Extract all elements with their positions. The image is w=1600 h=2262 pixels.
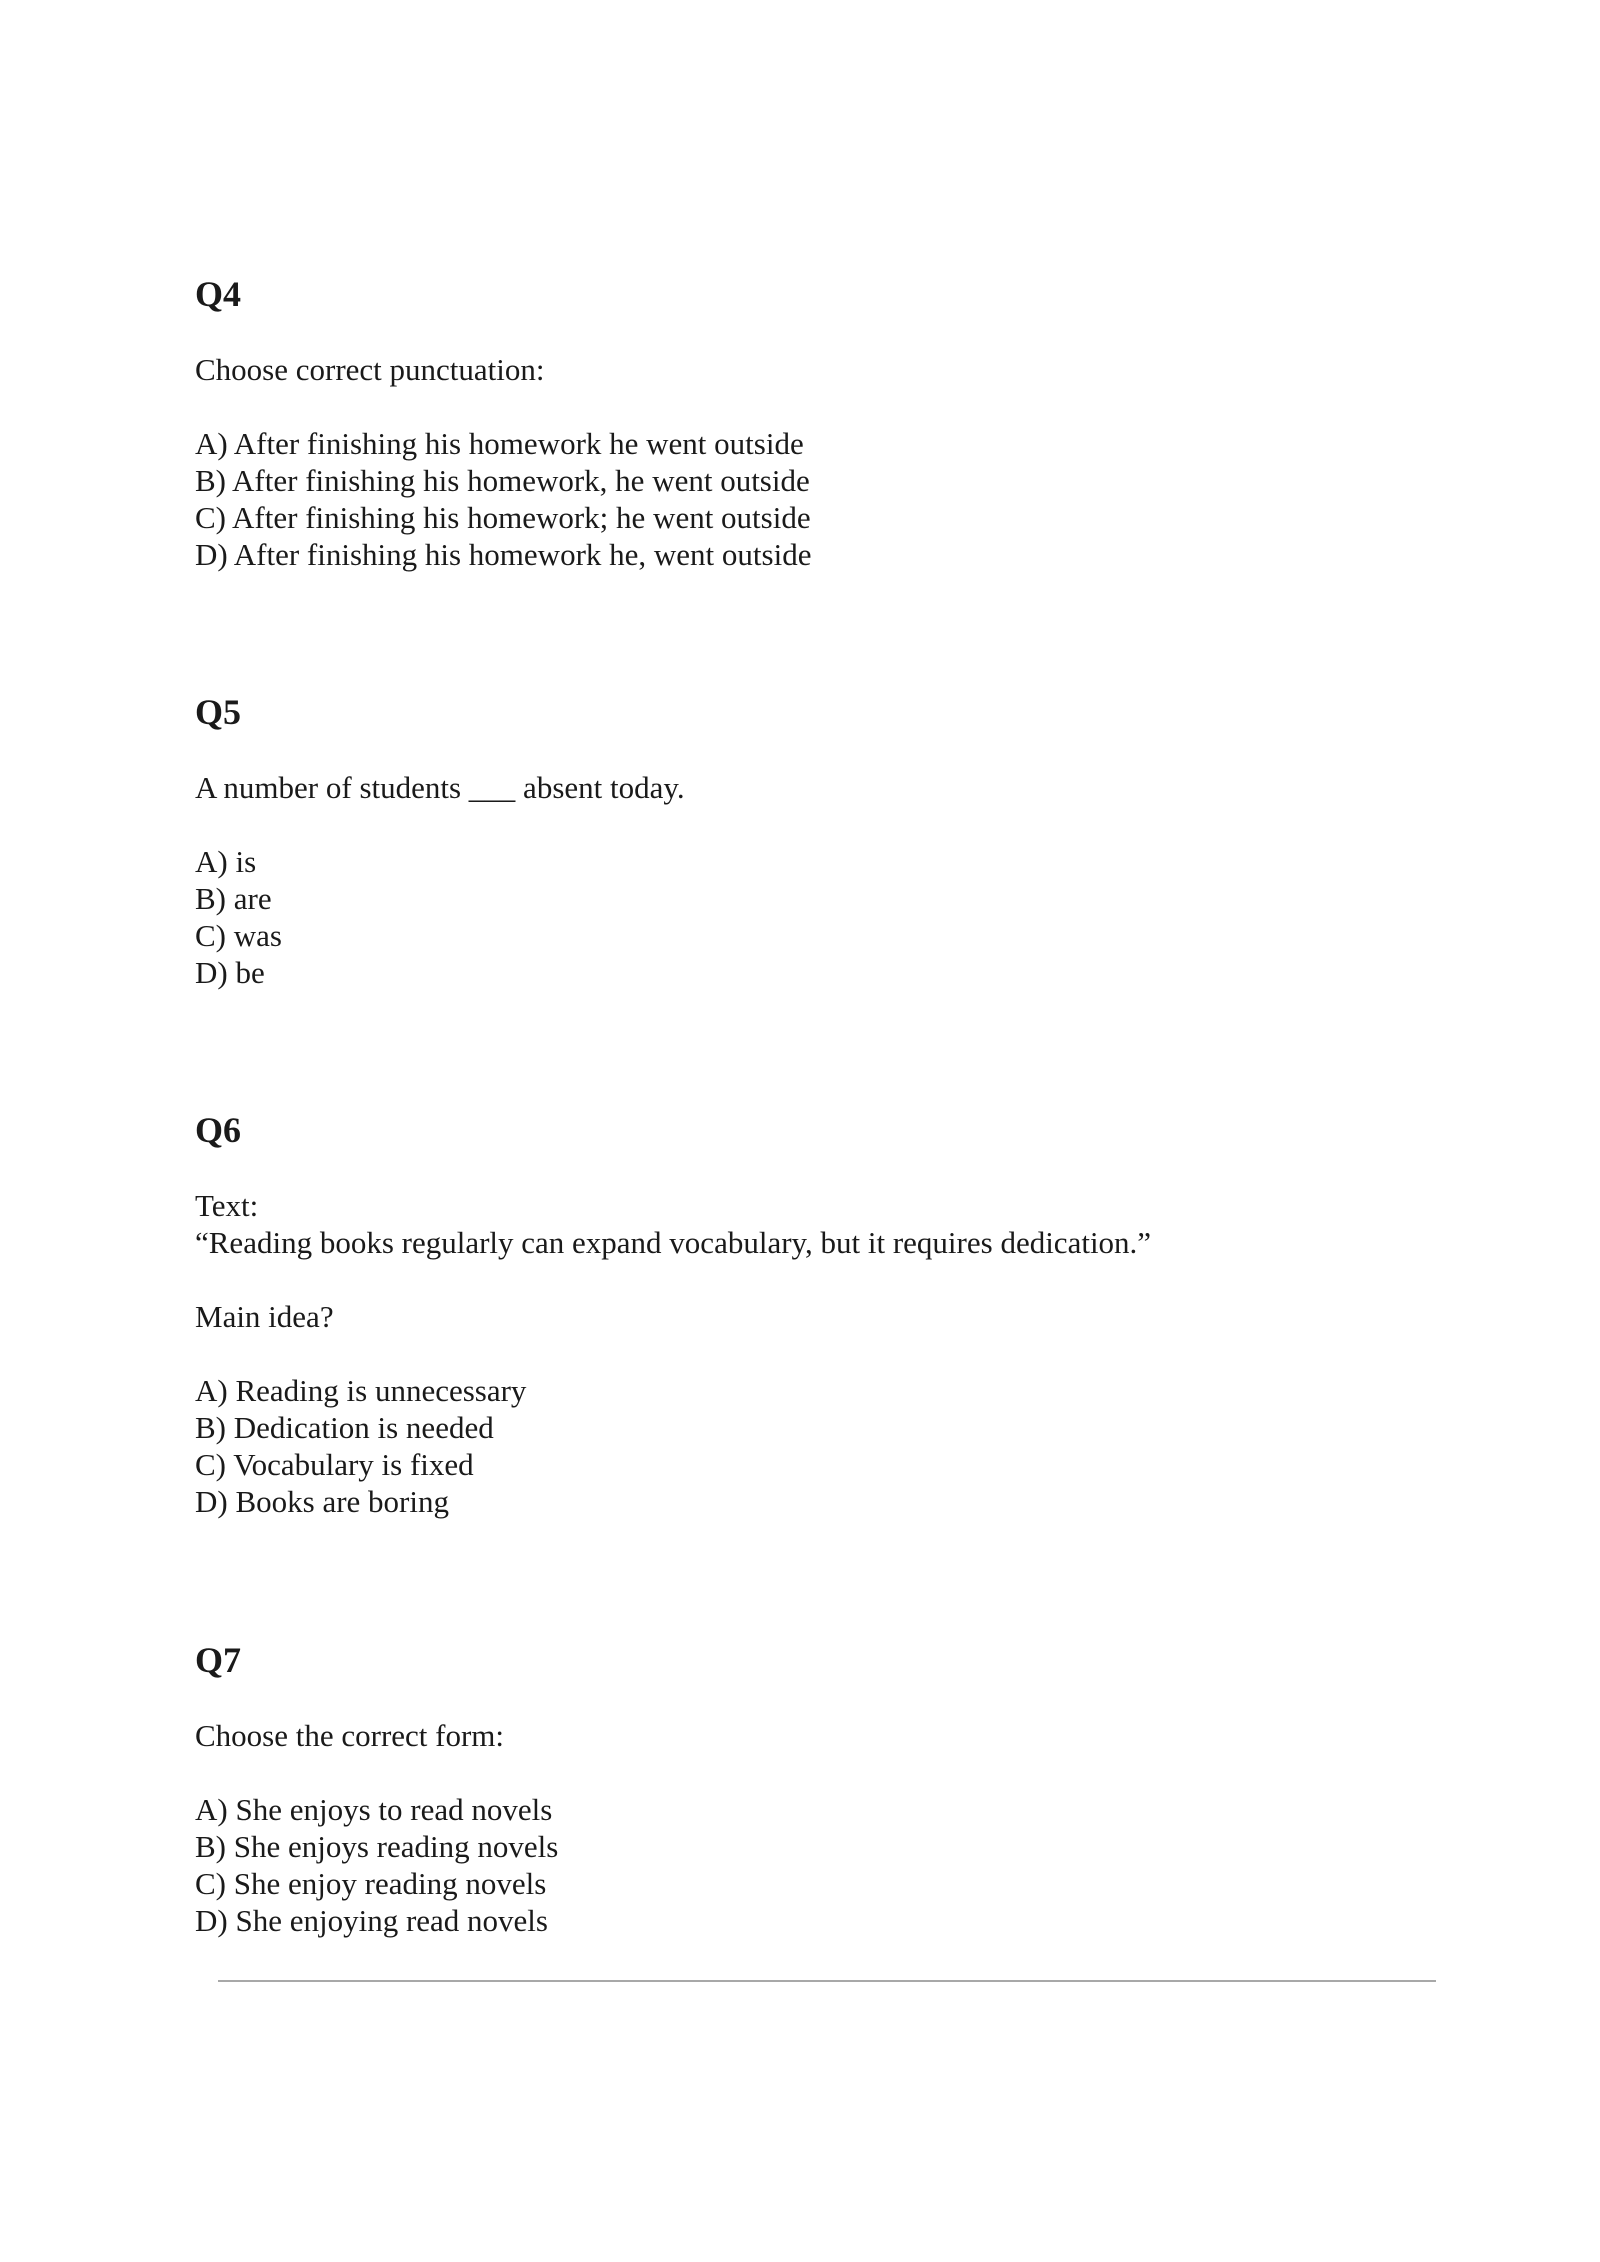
option-d: D) Books are boring	[195, 1484, 449, 1519]
option-list	[195, 425, 1445, 573]
question-q6	[195, 1110, 1445, 1520]
option-d: D) She enjoying read novels	[195, 1903, 548, 1938]
question-heading: Q6	[195, 1110, 242, 1150]
question-prompt: A number of students ___ absent today.	[195, 770, 685, 805]
option-c: C) Vocabulary is fixed	[195, 1447, 474, 1482]
option-b: B) She enjoys reading novels	[195, 1829, 559, 1864]
question-q4	[195, 274, 1445, 573]
question-heading: Q4	[195, 274, 242, 314]
option-a: A) is	[195, 844, 257, 879]
option-a: A) After finishing his homework he went outside	[195, 426, 804, 461]
option-c: C) was	[195, 918, 282, 953]
option-b: B) are	[195, 881, 272, 916]
option-c: C) She enjoy reading novels	[195, 1866, 547, 1901]
question-prompt: Choose correct punctuation:	[195, 352, 545, 387]
question-q7	[195, 1640, 1445, 1939]
question-prompt-label: Text:	[195, 1188, 259, 1223]
horizontal-divider	[218, 1980, 1436, 1982]
question-quote: “Reading books regularly can expand vocabulary, but it requires dedication.”	[195, 1225, 1152, 1260]
option-b: B) After finishing his homework, he went outside	[195, 463, 810, 498]
question-heading: Q7	[195, 1640, 242, 1680]
option-list	[195, 1372, 1445, 1520]
option-d: D) be	[195, 955, 265, 990]
option-list	[195, 1791, 1445, 1939]
question-subprompt: Main idea?	[195, 1299, 334, 1334]
question-prompt: Choose the correct form:	[195, 1718, 505, 1753]
question-q5	[195, 692, 1445, 991]
option-a: A) She enjoys to read novels	[195, 1792, 553, 1827]
question-heading: Q5	[195, 692, 242, 732]
option-d: D) After finishing his homework he, went outside	[195, 537, 812, 572]
option-list	[195, 843, 1445, 991]
option-a: A) Reading is unnecessary	[195, 1373, 527, 1408]
option-c: C) After finishing his homework; he went outside	[195, 500, 811, 535]
option-b: B) Dedication is needed	[195, 1410, 494, 1445]
